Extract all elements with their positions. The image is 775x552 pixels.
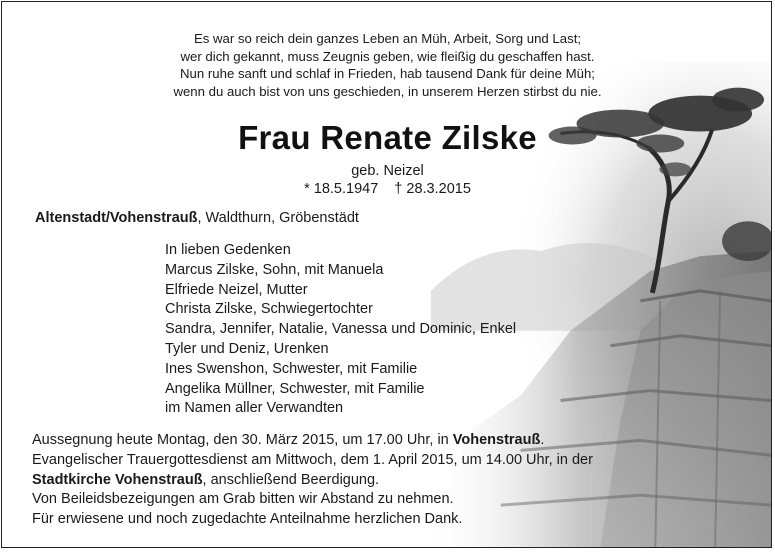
info-line-thanks: Für erwiesene und noch zugedachte Anteilnahme herzlichen Dank.	[32, 511, 463, 528]
other-places: , Waldthurn, Gröbenstädt	[197, 210, 359, 226]
main-place: Altenstadt/Vohenstrauß	[35, 210, 198, 226]
mourner-line: Christa Zilske, Schwiegertochter	[165, 301, 373, 318]
poem-line: Nun ruhe sanft und schlaf in Frieden, hab tausend Dank für deine Müh;	[180, 66, 595, 81]
info-line-service: Evangelischer Trauergottesdienst am Mittwoch, dem 1. April 2015, um 14.00 Uhr, in der	[32, 451, 593, 468]
birth-date: * 18.5.1947	[304, 181, 379, 197]
poem-line: wer dich gekannt, muss Zeugnis geben, wie fleißig du geschaffen hast.	[180, 48, 595, 64]
life-dates	[2, 181, 772, 197]
mourner-line: Tyler und Deniz, Urenken	[165, 340, 329, 357]
poem-line: Es war so reich dein ganzes Leben an Müh, Arbeit, Sorg und Last;	[193, 31, 582, 46]
mourner-line: Angelika Müllner, Schwester, mit Familie	[165, 380, 425, 397]
mourner-line: Marcus Zilske, Sohn, mit Manuela	[165, 261, 384, 278]
info-line-blessing	[32, 431, 593, 451]
poem-verse	[2, 30, 772, 100]
places-line	[35, 210, 359, 226]
mourner-line: In lieben Gedenken	[165, 242, 291, 258]
church-name: Stadtkirche Vohenstrauß	[32, 471, 203, 488]
info-text: , anschließend Beerdigung.	[202, 471, 380, 488]
obituary-notice	[1, 1, 772, 548]
deceased-name: Frau Renate Zilske	[238, 119, 537, 156]
service-info	[32, 431, 593, 530]
death-date: † 28.3.2015	[394, 181, 471, 197]
mourner-line: im Namen aller Verwandten	[165, 400, 344, 417]
info-line-condolences: Von Beileidsbezeigungen am Grab bitten wir Abstand zu nehmen.	[32, 491, 454, 508]
mourners-list	[165, 241, 516, 419]
birth-name: geb. Neizel	[351, 163, 424, 179]
info-text: Aussegnung heute Montag, den 30. März 2015, um 17.00 Uhr, in	[32, 432, 453, 448]
mourner-line: Elfriede Neizel, Mutter	[165, 281, 308, 298]
mourner-line: Sandra, Jennifer, Natalie, Vanessa und Dominic, Enkel	[165, 321, 517, 338]
info-place: Vohenstrauß	[452, 432, 541, 448]
info-line-church	[32, 471, 593, 491]
poem-line: wenn du auch bist von uns geschieden, in unserem Herzen stirbst du nie.	[173, 83, 602, 99]
mourner-line: Ines Swenshon, Schwester, mit Familie	[165, 360, 418, 377]
info-text: .	[540, 432, 545, 448]
